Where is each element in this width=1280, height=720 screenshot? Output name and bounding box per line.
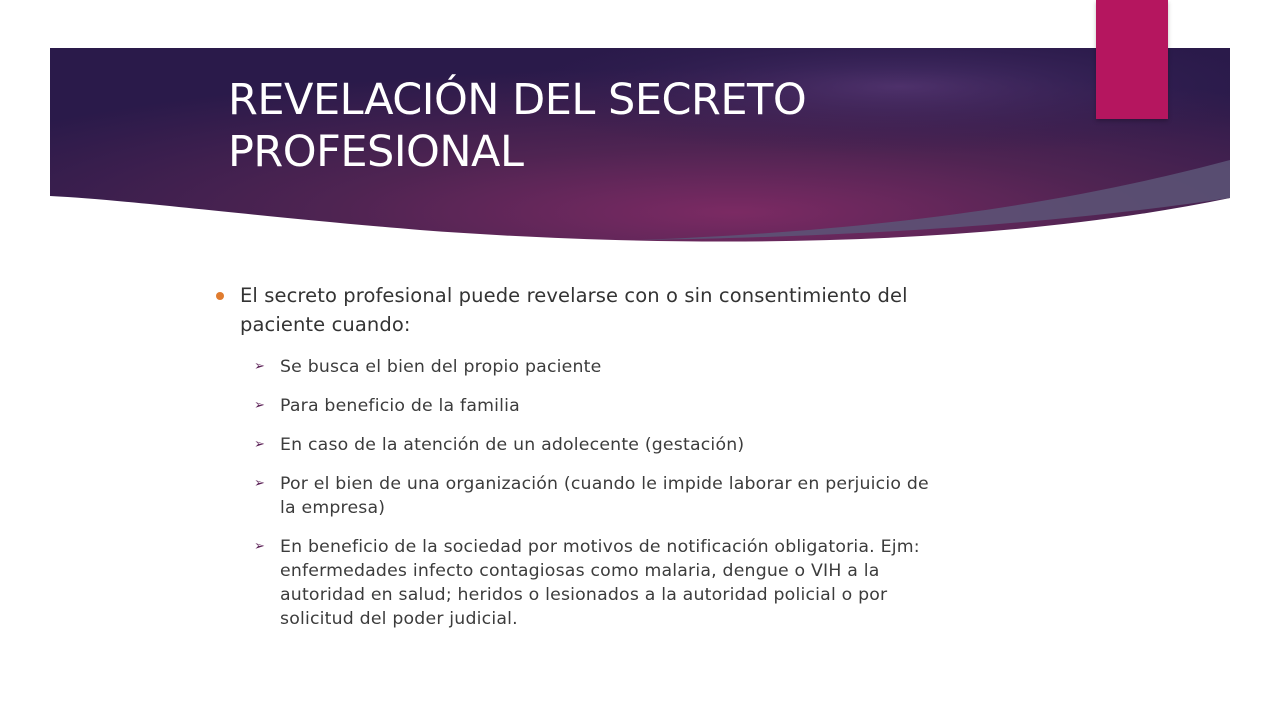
sub-bullet-text-line-2: enfermedades infecto contagiosas como malaria, dengue o VIH a la xyxy=(280,561,880,581)
sub-bullet-item xyxy=(216,394,1056,418)
arrow-right-icon: ➢ xyxy=(254,476,266,491)
arrow-right-icon: ➢ xyxy=(254,539,266,554)
sub-bullet-text-line-4: solicitud del poder judicial. xyxy=(280,609,518,629)
sub-bullet-list xyxy=(216,355,1056,631)
sub-bullet-item xyxy=(216,355,1056,379)
arrow-right-icon: ➢ xyxy=(254,398,266,413)
sub-bullet-text: Para beneficio de la familia xyxy=(280,396,520,416)
sub-bullet-text-line-3: autoridad en salud; heridos o lesionados a la autoridad policial o por xyxy=(280,585,888,605)
sub-bullet-item xyxy=(216,433,1056,457)
sub-bullet-text: En caso de la atención de un adolecente (gestación) xyxy=(280,435,745,455)
sub-bullet-text-line-2: la empresa) xyxy=(280,498,386,518)
sub-bullet-item xyxy=(216,472,1056,520)
sub-bullet-item xyxy=(216,535,1056,631)
sub-bullet-text: Se busca el bien del propio paciente xyxy=(280,357,602,377)
title-line-1: REVELACIÓN DEL SECRETO xyxy=(228,75,807,125)
round-bullet-icon xyxy=(216,292,224,300)
title-line-2: PROFESIONAL xyxy=(228,127,524,177)
main-bullet-line-1: El secreto profesional puede revelarse con o sin consentimiento del xyxy=(240,284,908,307)
sub-bullet-text-line-1: En beneficio de la sociedad por motivos de notificación obligatoria. Ejm: xyxy=(280,537,920,557)
arrow-right-icon: ➢ xyxy=(254,437,266,452)
main-bullet xyxy=(216,281,1056,339)
sub-bullet-text-line-1: Por el bien de una organización (cuando le impide laborar en perjuicio de xyxy=(280,474,929,494)
accent-tab xyxy=(1096,0,1168,119)
main-bullet-line-2: paciente cuando: xyxy=(240,313,411,336)
slide-content xyxy=(216,281,1056,631)
arrow-right-icon: ➢ xyxy=(254,359,266,374)
slide-title xyxy=(228,74,1068,178)
